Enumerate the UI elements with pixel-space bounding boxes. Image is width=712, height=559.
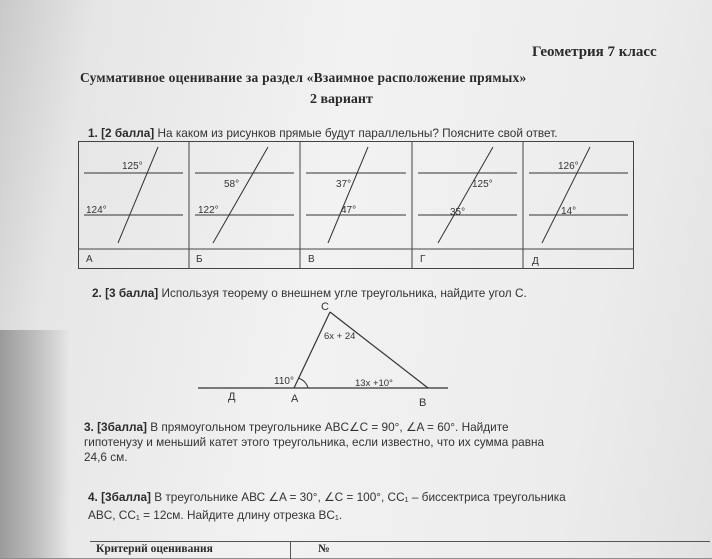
panel-g-transversal [438,147,493,243]
panel-a-angle-bottom: 124° [86,205,107,216]
task4-number: 4. [88,490,98,504]
task3-line1 [84,420,509,434]
task3-text-line2: гипотенузу и меньший катет этого треугольника, если известно, что их сумма равна [84,435,545,449]
number-column-label: № [318,543,330,555]
vertex-a-label: А [291,393,299,405]
panel-a [84,147,183,265]
panel-v-angle-top: 37° [336,179,352,190]
angle-ext-arc [298,378,308,388]
panel-v-angle-bottom: 47° [341,205,357,216]
side-ac [294,312,330,388]
panel-v-transversal [328,147,368,243]
vertex-c-label: С [321,301,329,313]
task1-number: 1. [88,126,98,140]
task1-text: На каком из рисунков прямые будут параллельны? Поясните свой ответ. [157,126,558,140]
panel-g-letter: Г [420,254,426,265]
panel-d-letter: Д [532,256,539,267]
task2-triangle-figure [190,298,460,410]
panel-a-angle-top: 125° [122,161,143,172]
task4-text-line2: ABC, CC₁ = 12см. Найдите длину отрезка BC₁. [88,508,343,522]
task2-points: [3 балла] [105,286,159,300]
task3-text-line1: В прямоугольном треугольнике ABC∠C = 90°, ∠A = 60°. Найдите [150,420,509,434]
assessment-title: Суммативное оценивание за раздел «Взаимное расположение прямых» [80,70,527,85]
panel-d-angle-bottom: 14° [561,206,577,217]
task2-text: Используя теорему о внешнем угле треугольника, найдите угол С. [161,286,527,300]
panel-d-angle-top: 126° [558,161,579,172]
angle-b-expression: 13x +10° [355,378,393,389]
vertex-b-label: В [419,397,427,409]
panel-b-transversal [213,147,268,243]
column-divider [290,542,291,559]
subject-title: Геометрия 7 класс [532,44,657,60]
panel-a-letter: А [86,254,93,265]
task1-points: [2 балла] [101,126,155,140]
shadow-area [0,330,70,558]
task3-text-line3: 24,6 см. [84,450,128,464]
side-cb [330,312,428,388]
panel-g [418,147,517,265]
task1-heading [88,126,558,140]
panel-g-angle-bottom: 35° [450,207,466,218]
task4-points: [3балла] [101,490,151,504]
criteria-column-label: Критерий оценивания [96,543,213,555]
task4-text-line1: В треугольнике АВС ∠A = 30°, ∠C = 100°, CC₁ – биссектриса треугольника [154,490,566,504]
panel-b-angle-top: 58° [224,179,240,190]
panel-b [195,147,294,265]
point-d-label: Д [228,391,236,403]
panel-b-letter: Б [196,254,203,265]
task2-number: 2. [92,286,102,300]
panel-b-angle-bottom: 122° [198,205,219,216]
panel-v [306,147,406,265]
task4-line1 [88,490,566,504]
task3-points: [3балла] [97,420,147,434]
task3-number: 3. [84,420,94,434]
criteria-table-header [90,541,710,559]
panel-v-letter: В [308,254,315,265]
task1-figures-table [78,141,634,269]
panel-g-angle-top: 125° [472,179,493,190]
variant-label: 2 вариант [310,92,373,107]
angle-ext-label: 110° [274,376,294,387]
angle-c-expression: 6x + 24 [324,331,356,342]
